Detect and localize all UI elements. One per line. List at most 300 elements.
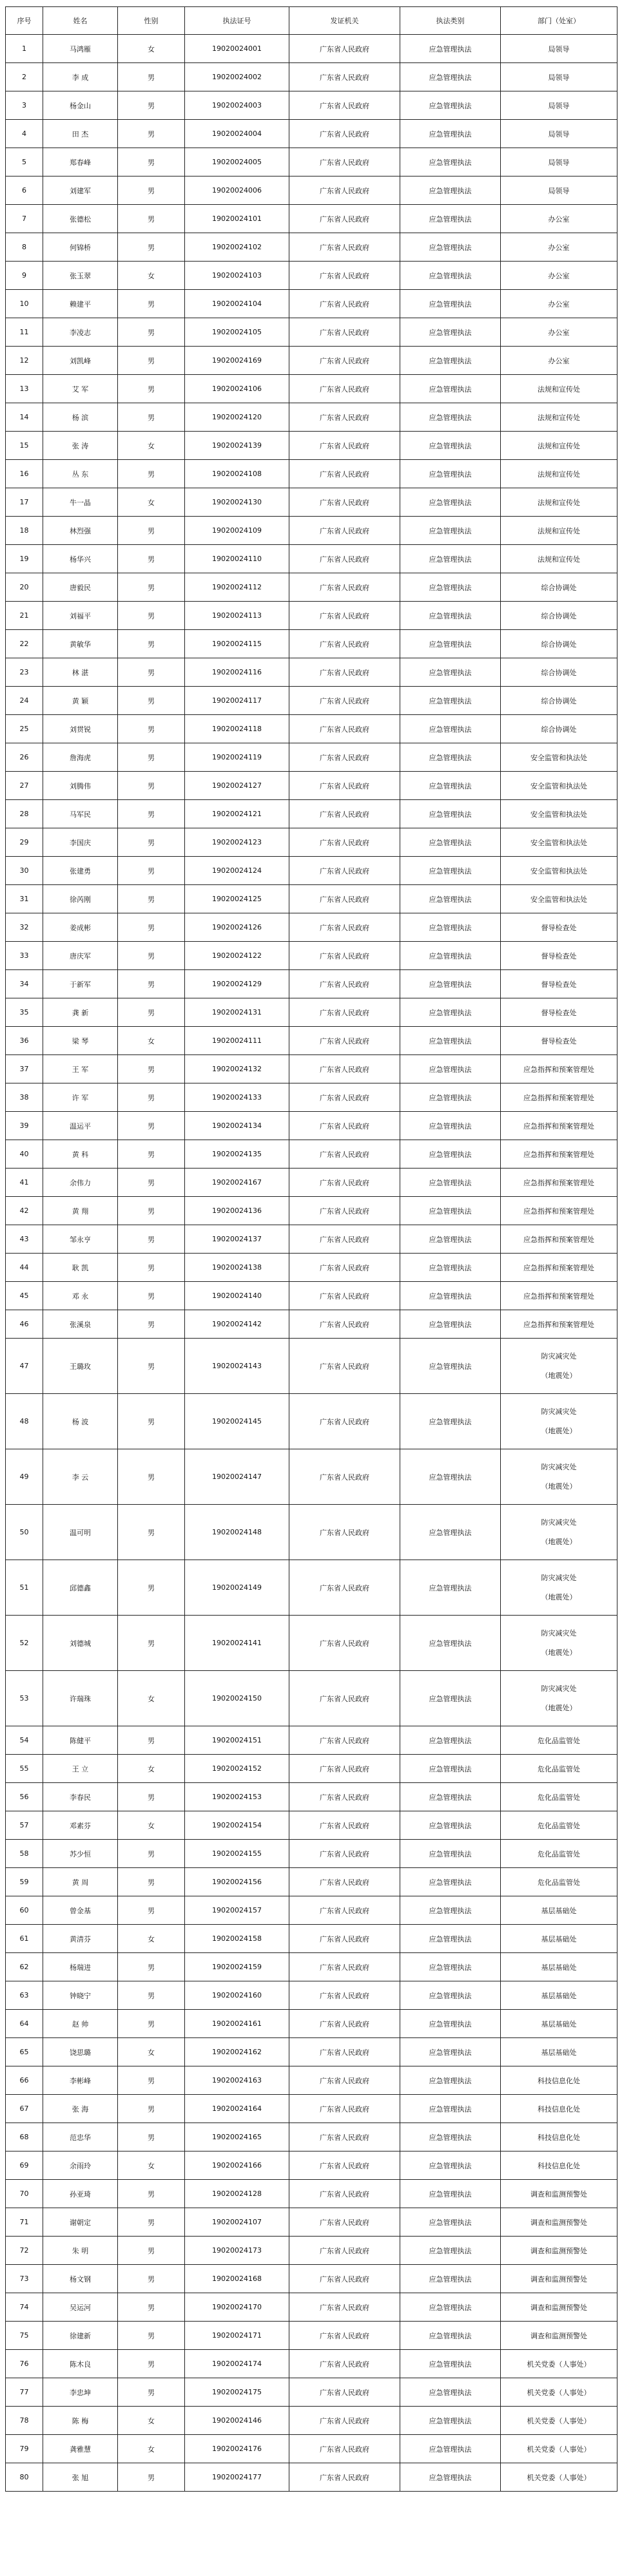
index-cell: 77 <box>6 2378 43 2407</box>
department-cell: 基层基础处 <box>501 1953 617 1981</box>
cert-number-cell: 19020024105 <box>185 318 289 347</box>
table-row <box>6 35 617 63</box>
cert-number-cell: 19020024120 <box>185 403 289 432</box>
cert-number-cell: 19020024137 <box>185 1225 289 1254</box>
table-row <box>6 347 617 375</box>
table-row <box>6 545 617 573</box>
department-cell: 调查和监测预警处 <box>501 2180 617 2208</box>
cert-number-cell: 19020024122 <box>185 942 289 970</box>
index-cell: 22 <box>6 630 43 658</box>
name-cell: 张 海 <box>43 2095 118 2123</box>
index-cell: 7 <box>6 205 43 233</box>
gender-cell: 男 <box>118 2350 185 2378</box>
name-cell: 马鸿雁 <box>43 35 118 63</box>
index-cell: 12 <box>6 347 43 375</box>
issuer-cell: 广东省人民政府 <box>289 1783 400 1811</box>
category-cell: 应急管理执法 <box>400 1726 501 1755</box>
issuer-cell: 广东省人民政府 <box>289 347 400 375</box>
department-line: （地震处） <box>541 1371 577 1380</box>
category-cell: 应急管理执法 <box>400 1783 501 1811</box>
index-cell: 25 <box>6 715 43 743</box>
gender-cell: 男 <box>118 290 185 318</box>
category-cell: 应急管理执法 <box>400 885 501 913</box>
department-cell: 局领导 <box>501 120 617 148</box>
gender-cell: 男 <box>118 2322 185 2350</box>
category-cell: 应急管理执法 <box>400 2407 501 2435</box>
index-cell: 53 <box>6 1671 43 1726</box>
index-cell: 15 <box>6 432 43 460</box>
index-cell: 51 <box>6 1560 43 1616</box>
department-cell: 调查和监测预警处 <box>501 2237 617 2265</box>
issuer-cell: 广东省人民政府 <box>289 460 400 488</box>
name-cell: 张建勇 <box>43 857 118 885</box>
category-cell: 应急管理执法 <box>400 687 501 715</box>
department-line: 防灾减灾处 <box>541 1407 577 1416</box>
cert-number-cell: 19020024138 <box>185 1254 289 1282</box>
department-cell: 安全监管和执法处 <box>501 828 617 857</box>
index-cell: 17 <box>6 488 43 517</box>
index-cell: 31 <box>6 885 43 913</box>
cert-number-cell: 19020024139 <box>185 432 289 460</box>
category-cell: 应急管理执法 <box>400 772 501 800</box>
table-row <box>6 687 617 715</box>
issuer-cell: 广东省人民政府 <box>289 1282 400 1310</box>
index-cell: 28 <box>6 800 43 828</box>
name-cell: 张德松 <box>43 205 118 233</box>
gender-cell: 男 <box>118 885 185 913</box>
index-cell: 47 <box>6 1339 43 1394</box>
department-cell: 办公室 <box>501 347 617 375</box>
category-cell: 应急管理执法 <box>400 290 501 318</box>
department-cell: 机关党委（人事处） <box>501 2463 617 2492</box>
name-cell: 刘腾伟 <box>43 772 118 800</box>
name-cell: 陈 梅 <box>43 2407 118 2435</box>
cert-number-cell: 19020024174 <box>185 2350 289 2378</box>
name-cell: 饶思璐 <box>43 2038 118 2066</box>
issuer-cell: 广东省人民政府 <box>289 2123 400 2151</box>
cert-number-cell: 19020024148 <box>185 1505 289 1560</box>
header-gender: 性别 <box>118 7 185 35</box>
department-cell: 应急指挥和预案管理处 <box>501 1140 617 1169</box>
department-cell: 基层基础处 <box>501 1896 617 1925</box>
department-cell <box>501 1505 617 1560</box>
gender-cell: 男 <box>118 1112 185 1140</box>
department-cell: 应急指挥和预案管理处 <box>501 1310 617 1339</box>
index-cell: 72 <box>6 2237 43 2265</box>
category-cell: 应急管理执法 <box>400 800 501 828</box>
gender-cell: 男 <box>118 403 185 432</box>
name-cell: 吴运河 <box>43 2293 118 2322</box>
gender-cell: 男 <box>118 1339 185 1394</box>
cert-number-cell: 19020024128 <box>185 2180 289 2208</box>
category-cell: 应急管理执法 <box>400 2066 501 2095</box>
table-row <box>6 1112 617 1140</box>
cert-number-cell: 19020024146 <box>185 2407 289 2435</box>
department-cell: 局领导 <box>501 63 617 91</box>
department-cell: 安全监管和执法处 <box>501 743 617 772</box>
department-cell: 综合协调处 <box>501 658 617 687</box>
gender-cell: 男 <box>118 1083 185 1112</box>
category-cell: 应急管理执法 <box>400 743 501 772</box>
category-cell: 应急管理执法 <box>400 715 501 743</box>
category-cell: 应急管理执法 <box>400 2208 501 2237</box>
name-cell: 耿 凯 <box>43 1254 118 1282</box>
cert-number-cell: 19020024002 <box>185 63 289 91</box>
name-cell: 李 成 <box>43 63 118 91</box>
department-cell: 督导检查处 <box>501 970 617 998</box>
gender-cell: 男 <box>118 2293 185 2322</box>
name-cell: 刘德城 <box>43 1616 118 1671</box>
cert-number-cell: 19020024145 <box>185 1394 289 1449</box>
index-cell: 3 <box>6 91 43 120</box>
issuer-cell: 广东省人民政府 <box>289 1055 400 1083</box>
cert-number-cell: 19020024173 <box>185 2237 289 2265</box>
category-cell: 应急管理执法 <box>400 658 501 687</box>
gender-cell: 女 <box>118 35 185 63</box>
name-cell: 许 军 <box>43 1083 118 1112</box>
department-cell: 安全监管和执法处 <box>501 772 617 800</box>
issuer-cell: 广东省人民政府 <box>289 970 400 998</box>
cert-number-cell: 19020024169 <box>185 347 289 375</box>
issuer-cell: 广东省人民政府 <box>289 1254 400 1282</box>
index-cell: 10 <box>6 290 43 318</box>
name-cell: 龚雅慧 <box>43 2435 118 2463</box>
table-row <box>6 942 617 970</box>
name-cell: 姜成彬 <box>43 913 118 942</box>
name-cell: 唐毅民 <box>43 573 118 602</box>
issuer-cell: 广东省人民政府 <box>289 658 400 687</box>
issuer-cell: 广东省人民政府 <box>289 177 400 205</box>
gender-cell: 男 <box>118 545 185 573</box>
gender-cell: 男 <box>118 1394 185 1449</box>
index-cell: 60 <box>6 1896 43 1925</box>
cert-number-cell: 19020024151 <box>185 1726 289 1755</box>
department-cell: 督导检查处 <box>501 942 617 970</box>
category-cell: 应急管理执法 <box>400 2463 501 2492</box>
issuer-cell: 广东省人民政府 <box>289 630 400 658</box>
cert-number-cell: 19020024167 <box>185 1169 289 1197</box>
category-cell: 应急管理执法 <box>400 1755 501 1783</box>
header-cert-number: 执法证号 <box>185 7 289 35</box>
name-cell: 艾 军 <box>43 375 118 403</box>
gender-cell: 女 <box>118 488 185 517</box>
gender-cell: 男 <box>118 1560 185 1616</box>
header-category: 执法类别 <box>400 7 501 35</box>
index-cell: 5 <box>6 148 43 177</box>
department-line: 防灾减灾处 <box>541 1628 577 1637</box>
cert-number-cell: 19020024113 <box>185 602 289 630</box>
table-row <box>6 1055 617 1083</box>
index-cell: 24 <box>6 687 43 715</box>
cert-number-cell: 19020024149 <box>185 1560 289 1616</box>
name-cell: 黄敏华 <box>43 630 118 658</box>
index-cell: 76 <box>6 2350 43 2378</box>
table-row <box>6 1953 617 1981</box>
category-cell: 应急管理执法 <box>400 1981 501 2010</box>
name-cell: 刘建军 <box>43 177 118 205</box>
gender-cell: 男 <box>118 1197 185 1225</box>
table-row <box>6 1505 617 1560</box>
name-cell: 陈健平 <box>43 1726 118 1755</box>
index-cell: 1 <box>6 35 43 63</box>
gender-cell: 女 <box>118 1027 185 1055</box>
cert-number-cell: 19020024160 <box>185 1981 289 2010</box>
category-cell: 应急管理执法 <box>400 857 501 885</box>
table-row <box>6 885 617 913</box>
table-row <box>6 1140 617 1169</box>
department-cell: 危化品监管处 <box>501 1840 617 1868</box>
cert-number-cell: 19020024171 <box>185 2322 289 2350</box>
name-cell: 李忠坤 <box>43 2378 118 2407</box>
cert-number-cell: 19020024159 <box>185 1953 289 1981</box>
department-cell: 督导检查处 <box>501 998 617 1027</box>
issuer-cell: 广东省人民政府 <box>289 573 400 602</box>
cert-number-cell: 19020024136 <box>185 1197 289 1225</box>
table-row <box>6 1981 617 2010</box>
gender-cell: 男 <box>118 177 185 205</box>
department-cell: 办公室 <box>501 233 617 262</box>
table-row <box>6 2293 617 2322</box>
category-cell: 应急管理执法 <box>400 1254 501 1282</box>
name-cell: 朱 明 <box>43 2237 118 2265</box>
table-row <box>6 630 617 658</box>
index-cell: 9 <box>6 262 43 290</box>
table-row <box>6 800 617 828</box>
category-cell: 应急管理执法 <box>400 998 501 1027</box>
gender-cell: 男 <box>118 2463 185 2492</box>
department-line: 防灾减灾处 <box>541 1684 577 1693</box>
department-cell: 危化品监管处 <box>501 1868 617 1896</box>
gender-cell: 男 <box>118 1726 185 1755</box>
department-cell: 安全监管和执法处 <box>501 800 617 828</box>
cert-number-cell: 19020024143 <box>185 1339 289 1394</box>
department-cell: 应急指挥和预案管理处 <box>501 1169 617 1197</box>
department-line: （地震处） <box>541 1592 577 1601</box>
table-row <box>6 488 617 517</box>
department-cell: 应急指挥和预案管理处 <box>501 1083 617 1112</box>
gender-cell: 男 <box>118 1840 185 1868</box>
category-cell: 应急管理执法 <box>400 1310 501 1339</box>
department-cell: 危化品监管处 <box>501 1783 617 1811</box>
table-row <box>6 1197 617 1225</box>
name-cell: 谢朝定 <box>43 2208 118 2237</box>
table-row <box>6 743 617 772</box>
gender-cell: 男 <box>118 1783 185 1811</box>
gender-cell: 男 <box>118 517 185 545</box>
name-cell: 林 湛 <box>43 658 118 687</box>
index-cell: 55 <box>6 1755 43 1783</box>
department-cell: 危化品监管处 <box>501 1811 617 1840</box>
name-cell: 张 涛 <box>43 432 118 460</box>
index-cell: 74 <box>6 2293 43 2322</box>
department-cell: 办公室 <box>501 318 617 347</box>
category-cell: 应急管理执法 <box>400 1027 501 1055</box>
issuer-cell: 广东省人民政府 <box>289 63 400 91</box>
department-cell: 安全监管和执法处 <box>501 857 617 885</box>
index-cell: 34 <box>6 970 43 998</box>
gender-cell: 男 <box>118 460 185 488</box>
cert-number-cell: 19020024129 <box>185 970 289 998</box>
issuer-cell: 广东省人民政府 <box>289 2180 400 2208</box>
name-cell: 温可明 <box>43 1505 118 1560</box>
index-cell: 14 <box>6 403 43 432</box>
department-cell: 局领导 <box>501 35 617 63</box>
cert-number-cell: 19020024142 <box>185 1310 289 1339</box>
gender-cell: 男 <box>118 347 185 375</box>
name-cell: 李彬峰 <box>43 2066 118 2095</box>
table-row <box>6 403 617 432</box>
issuer-cell: 广东省人民政府 <box>289 2350 400 2378</box>
cert-number-cell: 19020024101 <box>185 205 289 233</box>
gender-cell: 男 <box>118 800 185 828</box>
category-cell: 应急管理执法 <box>400 1140 501 1169</box>
gender-cell: 男 <box>118 375 185 403</box>
cert-number-cell: 19020024163 <box>185 2066 289 2095</box>
gender-cell: 男 <box>118 2265 185 2293</box>
name-cell: 李国庆 <box>43 828 118 857</box>
gender-cell: 男 <box>118 687 185 715</box>
table-row <box>6 205 617 233</box>
cert-number-cell: 19020024003 <box>185 91 289 120</box>
department-cell: 安全监管和执法处 <box>501 885 617 913</box>
name-cell: 詹海虎 <box>43 743 118 772</box>
category-cell: 应急管理执法 <box>400 1811 501 1840</box>
issuer-cell: 广东省人民政府 <box>289 885 400 913</box>
cert-number-cell: 19020024176 <box>185 2435 289 2463</box>
index-cell: 42 <box>6 1197 43 1225</box>
gender-cell: 男 <box>118 1310 185 1339</box>
issuer-cell: 广东省人民政府 <box>289 1868 400 1896</box>
name-cell: 赵 帅 <box>43 2010 118 2038</box>
gender-cell: 男 <box>118 715 185 743</box>
cert-number-cell: 19020024131 <box>185 998 289 1027</box>
index-cell: 79 <box>6 2435 43 2463</box>
index-cell: 30 <box>6 857 43 885</box>
table-row <box>6 2066 617 2095</box>
name-cell: 邓素芬 <box>43 1811 118 1840</box>
issuer-cell: 广东省人民政府 <box>289 1197 400 1225</box>
issuer-cell: 广东省人民政府 <box>289 2435 400 2463</box>
issuer-cell: 广东省人民政府 <box>289 2208 400 2237</box>
cert-number-cell: 19020024110 <box>185 545 289 573</box>
gender-cell: 男 <box>118 2095 185 2123</box>
cert-number-cell: 19020024162 <box>185 2038 289 2066</box>
table-row <box>6 828 617 857</box>
index-cell: 29 <box>6 828 43 857</box>
department-cell: 基层基础处 <box>501 1925 617 1953</box>
name-cell: 徐芮刚 <box>43 885 118 913</box>
index-cell: 68 <box>6 2123 43 2151</box>
category-cell: 应急管理执法 <box>400 1449 501 1505</box>
issuer-cell: 广东省人民政府 <box>289 1225 400 1254</box>
department-cell: 应急指挥和预案管理处 <box>501 1254 617 1282</box>
index-cell: 75 <box>6 2322 43 2350</box>
name-cell: 丛 东 <box>43 460 118 488</box>
cert-number-cell: 19020024177 <box>185 2463 289 2492</box>
department-line: （地震处） <box>541 1703 577 1712</box>
cert-number-cell: 19020024135 <box>185 1140 289 1169</box>
index-cell: 69 <box>6 2151 43 2180</box>
table-row <box>6 970 617 998</box>
cert-number-cell: 19020024112 <box>185 573 289 602</box>
category-cell: 应急管理执法 <box>400 318 501 347</box>
issuer-cell: 广东省人民政府 <box>289 205 400 233</box>
department-cell: 综合协调处 <box>501 602 617 630</box>
header-issuer: 发证机关 <box>289 7 400 35</box>
index-cell: 19 <box>6 545 43 573</box>
gender-cell: 女 <box>118 1755 185 1783</box>
gender-cell: 男 <box>118 1616 185 1671</box>
department-cell: 综合协调处 <box>501 715 617 743</box>
category-cell: 应急管理执法 <box>400 432 501 460</box>
department-cell: 机关党委（人事处） <box>501 2378 617 2407</box>
issuer-cell: 广东省人民政府 <box>289 1953 400 1981</box>
issuer-cell: 广东省人民政府 <box>289 1560 400 1616</box>
issuer-cell: 广东省人民政府 <box>289 2378 400 2407</box>
department-cell: 办公室 <box>501 290 617 318</box>
gender-cell: 男 <box>118 743 185 772</box>
table-row <box>6 91 617 120</box>
cert-number-cell: 19020024127 <box>185 772 289 800</box>
issuer-cell: 广东省人民政府 <box>289 715 400 743</box>
issuer-cell: 广东省人民政府 <box>289 290 400 318</box>
gender-cell: 男 <box>118 1055 185 1083</box>
name-cell: 赖建平 <box>43 290 118 318</box>
department-line: （地震处） <box>541 1426 577 1435</box>
issuer-cell: 广东省人民政府 <box>289 91 400 120</box>
department-cell: 办公室 <box>501 205 617 233</box>
category-cell: 应急管理执法 <box>400 205 501 233</box>
issuer-cell: 广东省人民政府 <box>289 517 400 545</box>
table-row <box>6 460 617 488</box>
department-line: 防灾减灾处 <box>541 1351 577 1360</box>
table-row <box>6 1310 617 1339</box>
table-row <box>6 148 617 177</box>
issuer-cell: 广东省人民政府 <box>289 1840 400 1868</box>
issuer-cell: 广东省人民政府 <box>289 1339 400 1394</box>
department-cell <box>501 1560 617 1616</box>
department-cell: 综合协调处 <box>501 687 617 715</box>
index-cell: 66 <box>6 2066 43 2095</box>
name-cell: 孙亚琦 <box>43 2180 118 2208</box>
name-cell: 牛一晶 <box>43 488 118 517</box>
cert-number-cell: 19020024118 <box>185 715 289 743</box>
cert-number-cell: 19020024117 <box>185 687 289 715</box>
table-row <box>6 1868 617 1896</box>
department-cell: 局领导 <box>501 91 617 120</box>
table-row <box>6 1896 617 1925</box>
index-cell: 13 <box>6 375 43 403</box>
index-cell: 49 <box>6 1449 43 1505</box>
department-cell: 法规和宣传处 <box>501 545 617 573</box>
issuer-cell: 广东省人民政府 <box>289 942 400 970</box>
header-index: 序号 <box>6 7 43 35</box>
cert-number-cell: 19020024102 <box>185 233 289 262</box>
table-row <box>6 2435 617 2463</box>
issuer-cell: 广东省人民政府 <box>289 1896 400 1925</box>
cert-number-cell: 19020024107 <box>185 2208 289 2237</box>
index-cell: 78 <box>6 2407 43 2435</box>
table-row <box>6 1394 617 1449</box>
cert-number-cell: 19020024115 <box>185 630 289 658</box>
category-cell: 应急管理执法 <box>400 488 501 517</box>
name-cell: 杨瑞进 <box>43 1953 118 1981</box>
gender-cell: 男 <box>118 233 185 262</box>
table-row <box>6 2208 617 2237</box>
name-cell: 郑春峰 <box>43 148 118 177</box>
issuer-cell: 广东省人民政府 <box>289 2095 400 2123</box>
department-cell: 法规和宣传处 <box>501 403 617 432</box>
